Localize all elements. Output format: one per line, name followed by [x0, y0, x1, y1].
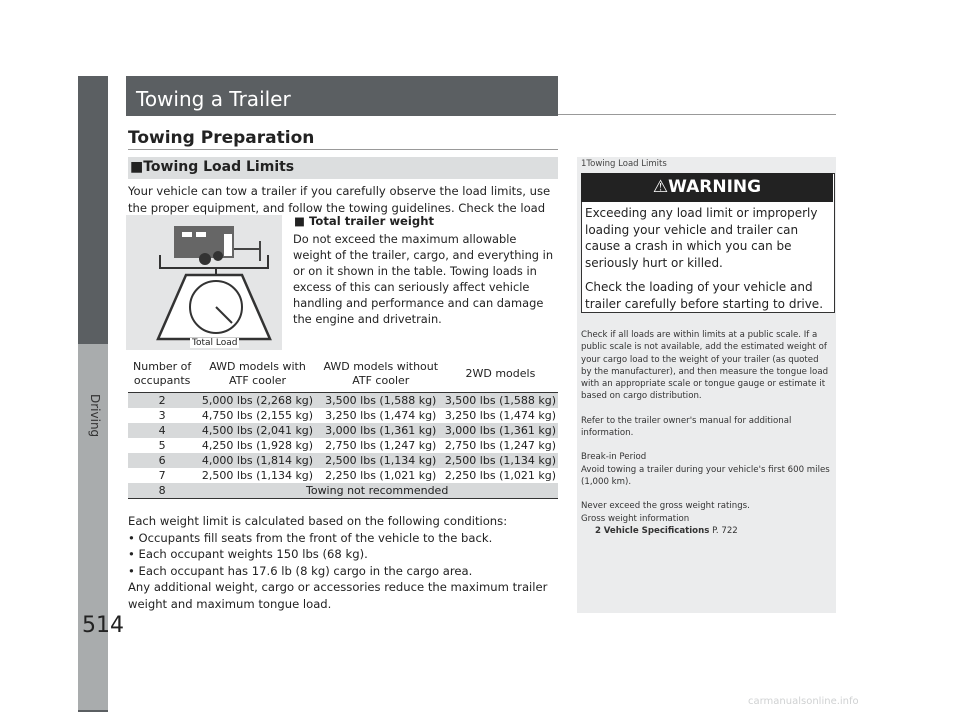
table-row — [128, 468, 558, 483]
warning-text — [585, 205, 829, 320]
intro-paragraph: Your vehicle can tow a trailer if you carefully observe the load limits, use the proper equipment, and follow the towing guidelines. Check the load — [128, 184, 551, 215]
table-cell: 2,500 lbs (1,134 kg) — [319, 453, 443, 468]
trailer-scale-illustration — [126, 215, 282, 350]
table-cell: 2,500 lbs (1,134 kg) — [444, 454, 556, 467]
bullet-item: • Each occupant has 17.6 lb (8 kg) cargo in the cargo area. — [128, 563, 473, 578]
table-cell: 2 — [128, 393, 196, 409]
section-rule — [128, 149, 558, 150]
chapter-rule — [558, 114, 836, 115]
warning-triangle-icon: ⚠ — [652, 177, 669, 197]
trailer-wheel-icon — [213, 251, 223, 261]
table-cell: 5,000 lbs (2,268 kg) — [196, 393, 318, 409]
warning-header — [581, 173, 833, 202]
table-row — [128, 393, 558, 409]
trailer-window — [196, 232, 206, 237]
aside-subtitle: Break-in Period — [581, 452, 647, 463]
note-heading: ■ Total trailer weight — [294, 214, 434, 228]
table-cell: 4,250 lbs (1,928 kg) — [201, 439, 314, 452]
bullet-item: • Occupants fill seats from the front of the vehicle to the back. — [128, 530, 493, 545]
table-cell: 3,000 lbs (1,361 kg) — [319, 423, 443, 438]
trailer-window — [182, 232, 192, 237]
aside-paragraph — [581, 500, 831, 537]
aside-paragraph: Refer to the trailer owner's manual for additional information. — [581, 415, 792, 439]
conditions-tail: Any additional weight, cargo or accessories reduce the maximum trailer weight and maximum tongue load. — [128, 580, 548, 611]
sidebar-label: Driving — [88, 394, 102, 438]
aside-text: Never exceed the gross weight ratings. — [581, 501, 750, 512]
table-cell: 7 — [158, 469, 166, 482]
aside-body — [581, 329, 831, 549]
aside-paragraph: Check if all loads are within limits at a public scale. If a public scale is not available, add the estimated weight of your cargo load to the weight of your trailer (as quoted by the manufacturer), and then measure the tongue load with an appropriate scale or tongue gauge or estimate it based on cargo distribution. — [581, 330, 829, 402]
figure-caption: Total Load — [192, 338, 238, 348]
aside-paragraph — [581, 451, 831, 488]
chapter-title: Towing a Trailer — [136, 87, 291, 111]
table-cell: Towing not recommended — [196, 483, 558, 499]
column-header: AWD models with ATF cooler — [196, 356, 318, 393]
section-title: Towing Preparation — [128, 128, 315, 148]
column-header: Number of occupants — [128, 356, 196, 393]
table-row — [128, 438, 558, 453]
conditions-lead: Each weight limit is calculated based on the following conditions: — [128, 514, 508, 528]
bullet-text: Occupants fill seats from the front of the vehicle to the back. — [138, 530, 493, 545]
warning-paragraph: Check the loading of your vehicle and trailer carefully before starting to drive. — [585, 280, 824, 311]
total-load-figure — [126, 215, 282, 350]
table-cell: 4 — [128, 423, 196, 438]
note-body: Do not exceed the maximum allowable weight of the trailer, cargo, and everything in or on it shown in the table. Towing loads in excess of this can seriously affect vehicle handling and performance and can damage the engine and drivetrain. — [293, 232, 554, 326]
towing-limits-table — [128, 356, 558, 499]
column-header: 2WD models — [443, 356, 558, 393]
table-row — [128, 453, 558, 468]
aside-text: Gross weight information — [581, 513, 690, 524]
page-number: 514 — [82, 613, 124, 638]
table-cell: 3 — [158, 409, 166, 422]
table-cell: 2,750 lbs (1,247 kg) — [325, 439, 437, 452]
table-cell: 4,750 lbs (2,155 kg) — [201, 409, 314, 422]
table-cell: 4,000 lbs (1,814 kg) — [196, 453, 318, 468]
table-cell: 2,500 lbs (1,134 kg) — [201, 469, 314, 482]
column-header: AWD models without ATF cooler — [319, 356, 443, 393]
trailer-wheel-icon — [199, 253, 211, 265]
watermark: carmanualsonline.info — [748, 696, 859, 707]
table-row — [128, 423, 558, 438]
table-cell: 8 — [128, 483, 196, 499]
warning-paragraph: Exceeding any load limit or improperly loading your vehicle and trailer can cause a crash in which you can be seriously hurt or killed. — [585, 206, 818, 270]
reference-title: Vehicle Specifications — [603, 525, 710, 536]
table-cell: 2,250 lbs (1,021 kg) — [325, 469, 437, 482]
reference-arrow-icon: 2 — [595, 525, 601, 536]
table-cell: 3,250 lbs (1,474 kg) — [325, 409, 437, 422]
bullet-item: • Each occupant weights 150 lbs (68 kg). — [128, 547, 368, 561]
table-cell: 3,500 lbs (1,588 kg) — [444, 394, 556, 407]
table-cell: 6 — [128, 453, 196, 468]
table-row — [128, 483, 558, 499]
table-cell: 5 — [158, 439, 166, 452]
cross-reference-link[interactable] — [581, 526, 738, 536]
bullet-text: Each occupant weights 150 lbs (68 kg). — [138, 547, 368, 561]
table-cell: 3,250 lbs (1,474 kg) — [444, 409, 556, 422]
conditions-block — [128, 513, 560, 612]
table-row — [128, 408, 558, 423]
table-header-row — [128, 356, 558, 393]
warning-title: WARNING — [668, 177, 762, 197]
aside-text: Avoid towing a trailer during your vehicle's first 600 miles (1,000 km). — [581, 464, 830, 487]
table-cell: 3,500 lbs (1,588 kg) — [319, 393, 443, 409]
table-cell: 2,750 lbs (1,247 kg) — [444, 439, 556, 452]
bullet-text: Each occupant has 17.6 lb (8 kg) cargo in the cargo area. — [138, 563, 473, 578]
table-cell: 3,000 lbs (1,361 kg) — [444, 424, 556, 437]
subhead: ■Towing Load Limits — [130, 159, 295, 175]
table-cell: 2,250 lbs (1,021 kg) — [444, 469, 556, 482]
aside-tag: 1Towing Load Limits — [581, 159, 667, 169]
reference-page: P. 722 — [712, 525, 738, 536]
trailer-door — [224, 234, 232, 256]
table-cell: 4,500 lbs (2,041 kg) — [196, 423, 318, 438]
